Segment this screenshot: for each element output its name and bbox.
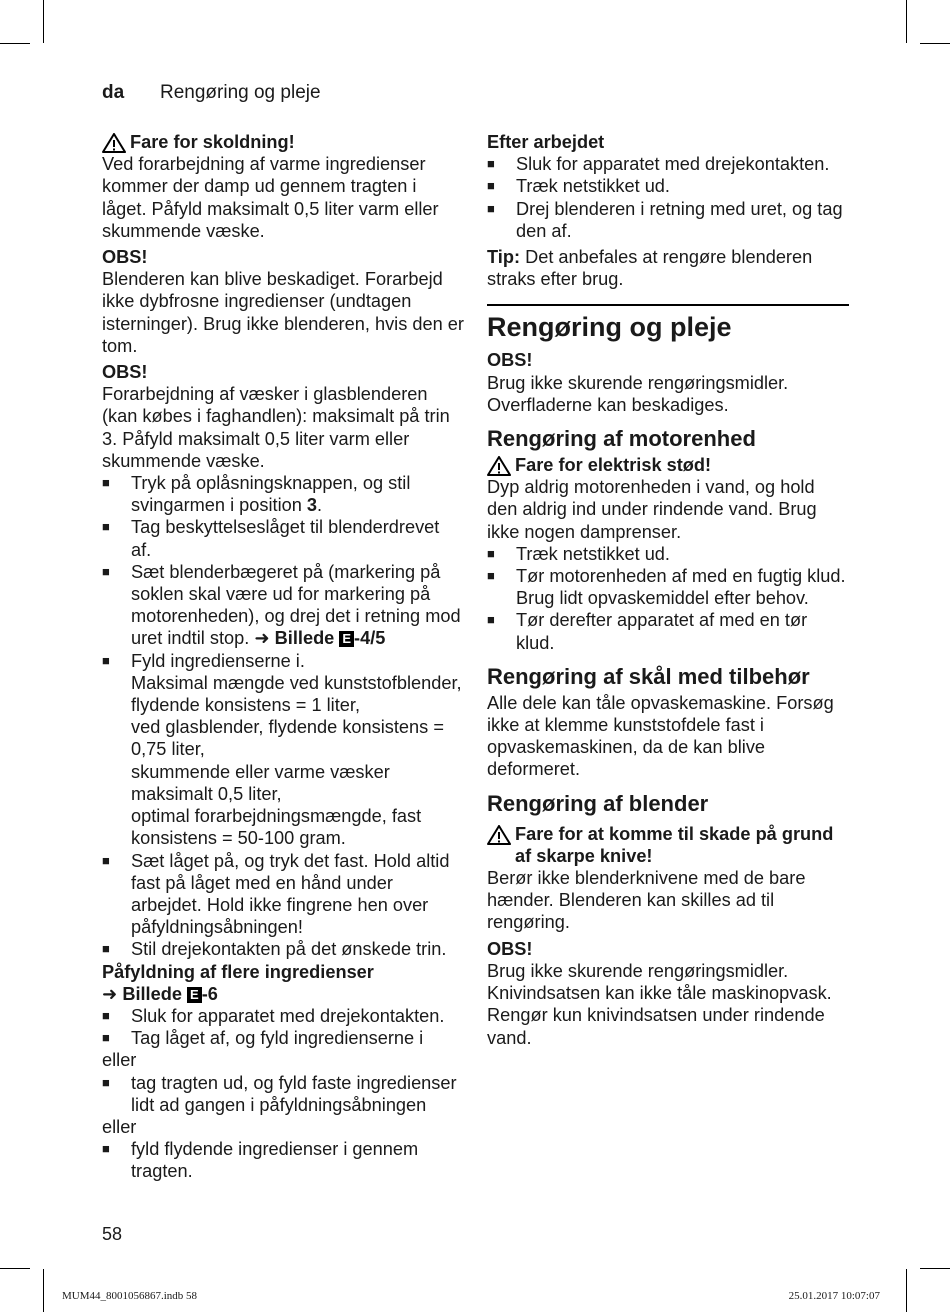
- list-item: ■ Fyld ingredienserne i. Maksimal mængde ved kunststofblender, flydende konsistens = 1 liter, ved glasblender, flydende konsistens = 0,75 liter, skummende eller varme væsker maksimalt 0,5 liter, optimal forarbejdningsmængde, fast konsistens = 50-100 gram.: [102, 650, 464, 850]
- warning-triangle-icon: [487, 456, 511, 476]
- header-title: Rengøring og pleje: [160, 82, 321, 103]
- list-item: ■ Stil drejekontakten på det ønskede trin.: [102, 938, 464, 960]
- warning-cut-title: Fare for at komme til skade på grund af skarpe knive!: [487, 823, 849, 867]
- warning-scald-title: Fare for skoldning!: [102, 131, 464, 153]
- list-item: ■ Tag beskyttelseslåget til blenderdrevet af.: [102, 516, 464, 560]
- list-item: ■ Sluk for apparatet med drejekontakten.: [487, 153, 849, 175]
- figure-reference: ➜ Billede E -6: [102, 983, 218, 1004]
- crop-mark: [920, 43, 950, 44]
- list-item: ■ tag tragten ud, og fyld faste ingredienser lidt ad gangen i påfyldningsåbningen: [102, 1072, 464, 1116]
- list-item: ■ fyld flydende ingredienser i gennem tragten.: [102, 1138, 464, 1182]
- footer-file: MUM44_8001056867.indb 58: [62, 1290, 198, 1302]
- warning-shock-title: Fare for elektrisk stød!: [487, 454, 849, 476]
- arrow-right-icon: ➜: [102, 983, 118, 1004]
- section-heading: Rengøring og pleje: [487, 304, 849, 345]
- subsection-title: Påfyldning af flere ingredienser: [102, 961, 374, 982]
- list-item: ■ Træk netstikket ud.: [487, 175, 849, 197]
- running-header: [102, 82, 321, 104]
- language-code: da: [102, 82, 125, 103]
- warning-cut-text: Berør ikke blenderknivene med de bare hænder. Blenderen kan skilles ad til rengøring.: [487, 868, 806, 933]
- instruction-list: [487, 543, 849, 654]
- subsection-heading: Rengøring af motorenhed: [487, 426, 756, 452]
- obs-title: OBS!: [102, 247, 148, 268]
- list-item: ■ Tør motorenheden af med en fugtig klud. Brug lidt opvaskemiddel efter behov.: [487, 565, 849, 609]
- bowl-text: Alle dele kan tåle opvaskemaskine. Forsøg ikke at klemme kunststofdele fast i opvaskemaskinen, da de kan blive deformeret.: [487, 692, 834, 780]
- subsection-heading: Rengøring af blender: [487, 790, 709, 816]
- crop-mark: [43, 0, 44, 43]
- crop-mark: [0, 1268, 30, 1269]
- list-item: ■ Tryk på oplåsningsknappen, og stil svingarmen i position 3.: [102, 472, 464, 516]
- obs-title: OBS!: [487, 350, 533, 371]
- instruction-list: [102, 472, 464, 960]
- obs-title: OBS!: [487, 938, 533, 959]
- or-text: eller: [102, 1050, 137, 1071]
- warning-scald-text: Ved forarbejdning af varme ingredienser kommer der damp ud gennem tragten i låget. Påfyld maksimalt 0,5 liter varm eller skummende væske.: [102, 154, 439, 241]
- footer-date: 25.01.2017 10:07:07: [788, 1290, 880, 1302]
- or-text: eller: [102, 1116, 137, 1137]
- crop-mark: [0, 43, 30, 44]
- warning-triangle-icon: [102, 133, 126, 153]
- list-item: ■ Drej blenderen i retning med uret, og tag den af.: [487, 198, 849, 242]
- subsection-heading: Rengøring af skål med tilbehør: [487, 663, 810, 689]
- crop-mark: [920, 1268, 950, 1269]
- right-column: [487, 131, 849, 1049]
- crop-mark: [906, 0, 907, 43]
- instruction-list: [102, 1138, 464, 1182]
- obs-title: OBS!: [102, 362, 148, 383]
- instruction-list: [487, 153, 849, 242]
- subsection-title: Efter arbejdet: [487, 132, 605, 152]
- instruction-list: [102, 1072, 464, 1116]
- obs-text: Brug ikke skurende rengøringsmidler. Knivindsatsen kan ikke tåle maskinopvask. Rengør kun knivindsatsen under rindende vand.: [487, 960, 832, 1048]
- obs-text: Forarbejdning af væsker i glasblenderen (kan købes i faghandlen): maksimalt på trin 3. Påfyld maksimalt 0,5 liter varm eller skummende væske.: [102, 384, 450, 471]
- warning-triangle-icon: [487, 825, 511, 845]
- list-item: ■ Tør derefter apparatet af med en tør klud.: [487, 609, 849, 653]
- list-item: ■ Tag låget af, og fyld ingredienserne i: [102, 1027, 464, 1049]
- list-item: ■ Sæt låget på, og tryk det fast. Hold altid fast på låget med en hånd under arbejdet. Hold ikke fingrene hen over påfyldningsåbningen!: [102, 850, 464, 939]
- obs-text: Brug ikke skurende rengøringsmidler. Overfladerne kan beskadiges.: [487, 372, 789, 415]
- list-item: ■ Sæt blenderbægeret på (markering på soklen skal være ud for markering på motorenheden), og drej det i retning mod uret indtil stop. ➜ Billede E -4/5: [102, 561, 464, 650]
- instruction-list: [102, 1005, 464, 1049]
- obs-text: Blenderen kan blive beskadiget. Forarbejd ikke dybfrosne ingredienser (undtagen isterninger). Brug ikke blenderen, hvis den er tom.: [102, 269, 464, 356]
- warning-shock-text: Dyp aldrig motorenheden i vand, og hold den aldrig ind under rindende vand. Brug ikke nogen damprenser.: [487, 477, 817, 542]
- tip-text: Tip: Det anbefales at rengøre blenderen straks efter brug.: [487, 247, 813, 290]
- crop-mark: [906, 1269, 907, 1312]
- arrow-right-icon: ➜: [254, 628, 270, 649]
- figure-reference: Billede E -4/5: [274, 628, 386, 649]
- left-column: [102, 131, 464, 1183]
- crop-mark: [43, 1269, 44, 1312]
- list-item: ■ Træk netstikket ud.: [487, 543, 849, 565]
- list-item: ■ Sluk for apparatet med drejekontakten.: [102, 1005, 464, 1027]
- page-number: 58: [102, 1224, 123, 1244]
